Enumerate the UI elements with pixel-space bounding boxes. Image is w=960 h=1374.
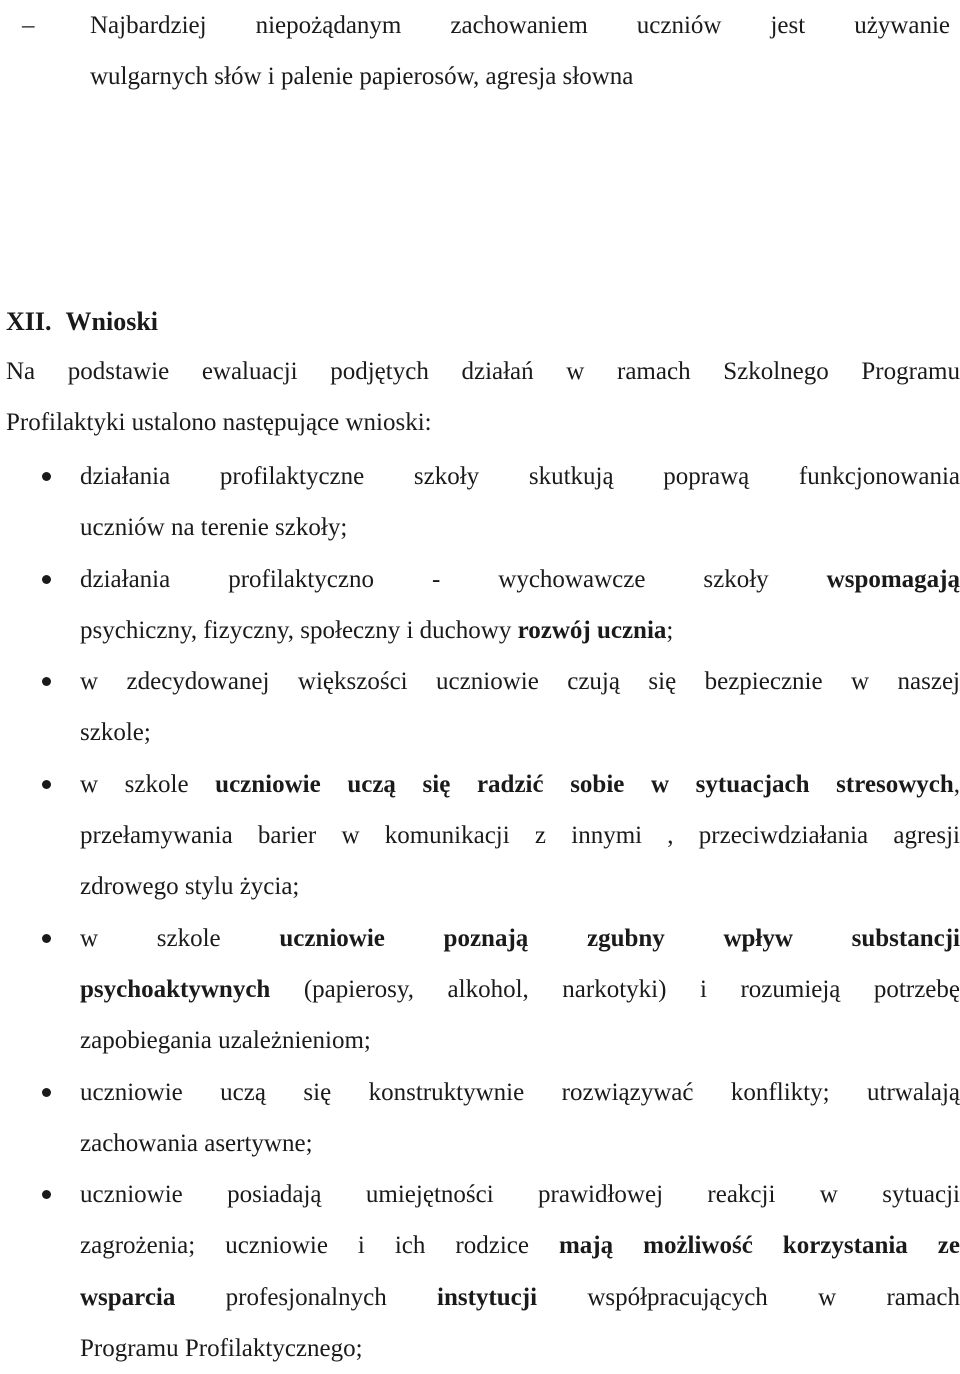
text-run: zagrożenia; uczniowie i ich rodzice [80,1232,559,1260]
text-run: profesjonalnych [175,1283,438,1311]
list-item-line: w zdecydowanej większości uczniowie czują się bezpiecznie w naszej [80,668,960,696]
conclusions-list [0,451,960,1374]
section-intro [6,346,960,448]
text-run: ; [666,616,674,644]
text-run: w szkole [80,770,216,798]
bold-text-run: uczniowie poznają zgubny wpływ substancji [279,924,960,952]
list-item-line: działania profilaktyczne szkoły skutkują poprawą funkcjonowania [80,463,960,490]
list-item-line [80,605,960,656]
list-item-line [80,964,960,1015]
text-run: (papierosy, alkohol, narkotyki) i rozumieją potrzebę [270,975,960,1003]
bullet-icon [42,575,51,584]
list-item-line [80,913,960,964]
list-item-line [80,1220,960,1271]
list-item [0,913,960,1067]
list-item-line: zapobiegania uzależnieniom; [80,1027,371,1055]
bullet-icon [42,780,51,789]
section-title: Wnioski [65,307,159,336]
bullet-icon [42,677,51,686]
list-item-line: zdrowego stylu życia; [80,873,300,901]
list-item-line [80,1272,960,1323]
dash-item-line: Najbardziej niepożądanym zachowaniem uczniów jest używanie [90,12,950,39]
list-item [0,1067,960,1170]
list-item-line: uczniowie uczą się konstruktywnie rozwiązywać konflikty; utrwalają [80,1078,960,1106]
list-item-line [80,554,960,605]
list-item-line: uczniowie posiadają umiejętności prawidłowej reakcji w sytuacji [80,1181,960,1209]
list-item [0,759,960,913]
section-number: XII. [6,307,52,336]
bold-text-run: wsparcia [80,1283,176,1311]
text-run: , [953,770,960,798]
text-run: działania profilaktyczno - wychowawcze szkoły [80,565,827,593]
bold-text-run: wspomagają [826,565,960,593]
bullet-icon [42,934,51,943]
list-item-line: Programu Profilaktycznego; [80,1335,363,1363]
list-item-line: zachowania asertywne; [80,1129,313,1157]
intro-line: Na podstawie ewaluacji podjętych działań w ramach Szkolnego Programu [6,358,960,385]
list-item [0,656,960,759]
bullet-icon [42,472,51,481]
list-item-line: uczniów na terenie szkoły; [80,514,348,542]
list-item [0,451,960,554]
bold-text-run: rozwój ucznia [517,616,667,644]
list-item [0,554,960,657]
list-item-line: szkole; [80,719,151,747]
text-run: w szkole [80,924,280,952]
list-item-line [80,759,960,810]
section-heading [6,296,158,347]
dash-marker: – [22,12,35,39]
bold-text-run: mają możliwość korzystania ze [558,1232,960,1260]
dash-item-text [90,0,950,102]
bold-text-run: psychoaktywnych [80,975,271,1003]
intro-line: Profilaktyki ustalono następujące wnioski: [6,409,432,436]
bold-text-run: uczniowie uczą się radzić sobie w sytuacjach stresowych [215,770,954,798]
bold-text-run: instytucji [437,1283,538,1311]
dash-item-line: wulgarnych słów i palenie papierosów, agresja słowna [90,63,634,90]
text-run: psychiczny, fizyczny, społeczny i duchowy [80,616,518,644]
text-run: współpracujących w ramach [537,1283,960,1311]
list-item [0,1169,960,1374]
bullet-icon [42,1190,51,1199]
bullet-icon [42,1088,51,1097]
list-item-line: przełamywania barier w komunikacji z innymi , przeciwdziałania agresji [80,822,960,850]
